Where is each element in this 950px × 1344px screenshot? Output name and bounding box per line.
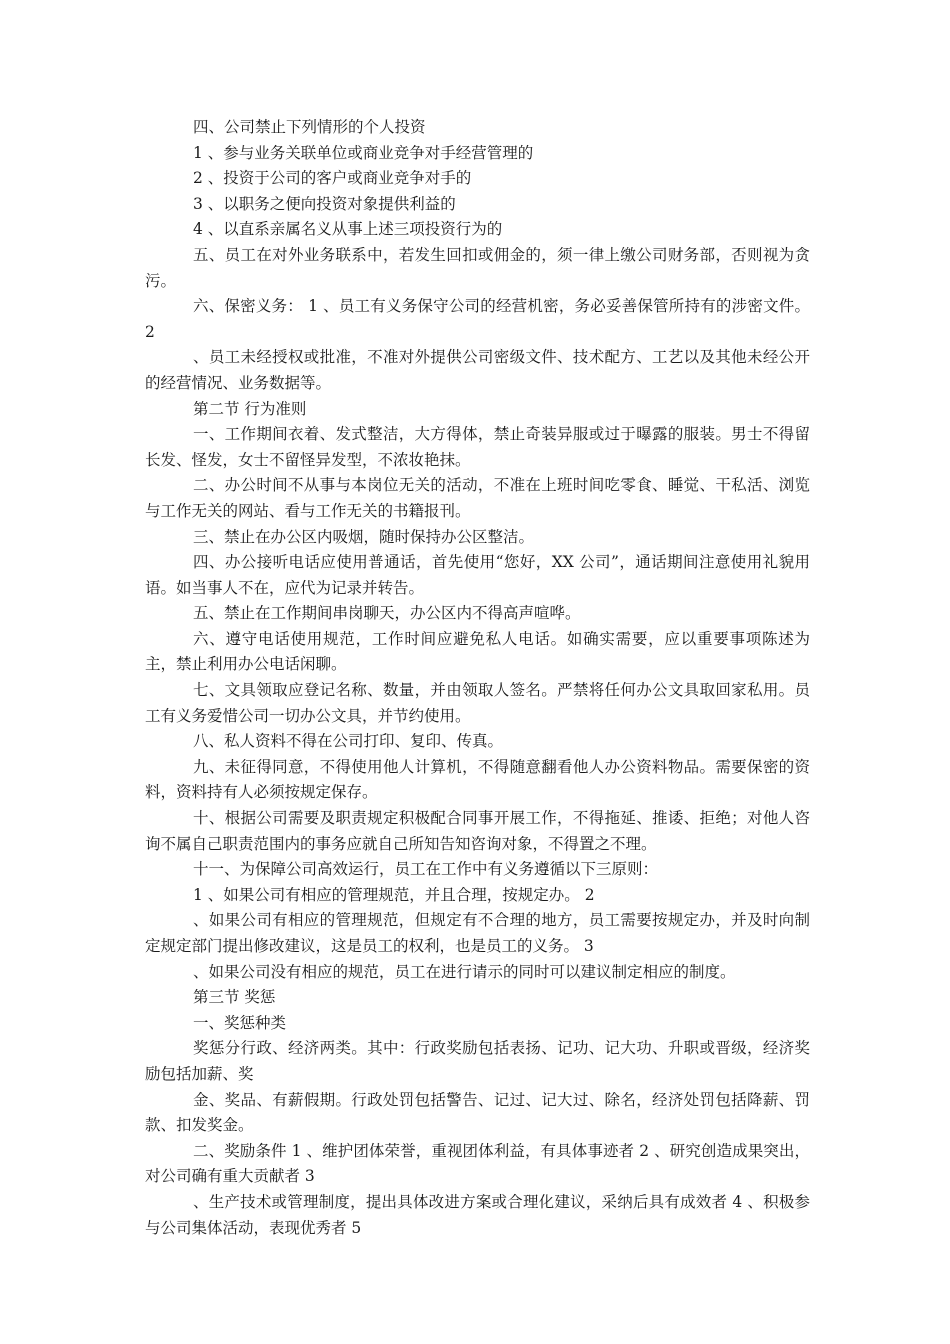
paragraph: 二、办公时间不从事与本岗位无关的活动，不准在上班时间吃零食、睡觉、干私活、浏览与工作无关的网站、看与工作无关的书籍报刊。 [145,476,810,520]
paragraph: 1 、参与业务关联单位或商业竞争对手经营管理的 [193,143,534,162]
document-body [145,115,810,1241]
paragraph: 、如果公司有相应的管理规范，但规定有不合理的地方，员工需要按规定办，并及时向制定规定部门提出修改建议，这是员工的权利，也是员工的义务。 3 [145,911,810,955]
paragraph: 六、遵守电话使用规范，工作时间应避免私人电话。如确实需要，应以重要事项陈述为主，禁止利用办公电话闲聊。 [145,629,810,674]
paragraph: 九、未征得同意，不得使用他人计算机，不得随意翻看他人办公资料物品。需要保密的资料，资料持有人必须按规定保存。 [145,757,810,802]
paragraph: 2 、投资于公司的客户或商业竞争对手的 [193,169,472,188]
paragraph: 、员工未经授权或批准，不准对外提供公司密级文件、技术配方、工艺以及其他未经公开的经营情况、业务数据等。 [145,348,810,392]
paragraph: 十一、为保障公司高效运行，员工在工作中有义务遵循以下三原则： [193,860,659,879]
paragraph: 四、公司禁止下列情形的个人投资 [193,118,426,136]
section-heading: 第二节 行为准则 [193,399,307,418]
paragraph: 4 、以直系亲属名义从事上述三项投资行为的 [193,220,503,239]
paragraph: 六、保密义务： 1 、员工有义务保守公司的经营机密，务必妥善保管所持有的涉密文件。 2 [145,297,810,341]
paragraph: 五、禁止在工作期间串岗聊天，办公区内不得高声喧哗。 [193,604,581,623]
paragraph: 、生产技术或管理制度，提出具体改进方案或合理化建议，采纳后具有成效者 4 、积极参与公司集体活动，表现优秀者 5 [145,1192,810,1237]
section-heading: 第三节 奖惩 [193,988,276,1007]
paragraph: 八、私人资料不得在公司打印、复印、传真。 [193,732,504,751]
paragraph: 一、奖惩种类 [193,1013,287,1032]
paragraph: 七、文具领取应登记名称、数量，并由领取人签名。严禁将任何办公文具取回家私用。员工有义务爱惜公司一切办公文具，并节约使用。 [145,681,810,725]
paragraph: 三、禁止在办公区内吸烟，随时保持办公区整洁。 [193,527,535,546]
paragraph: 、如果公司没有相应的规范，员工在进行请示的同时可以建议制定相应的制度。 [193,962,736,981]
paragraph: 四、办公接听电话应使用普通话，首先使用“您好，XX 公司”，通话期间注意使用礼貌用语。如当事人不在，应代为记录并转告。 [145,553,810,597]
paragraph: 一、工作期间衣着、发式整洁，大方得体，禁止奇装异服或过于曝露的服装。男士不得留长发、怪发，女士不留怪异发型，不浓妆艳抹。 [145,425,810,469]
paragraph: 1 、如果公司有相应的管理规范，并且合理，按规定办。 2 [193,885,595,904]
paragraph: 金、奖品、有薪假期。行政处罚包括警告、记过、记大过、除名，经济处罚包括降薪、罚款、扣发奖金。 [145,1090,810,1135]
paragraph: 3 、以职务之便向投资对象提供利益的 [193,194,456,213]
paragraph: 十、根据公司需要及职责规定积极配合同事开展工作，不得拖延、推诿、拒绝；对他人咨询不属自己职责范围内的事务应就自己所知告知咨询对象，不得置之不理。 [145,809,810,853]
paragraph: 奖惩分行政、经济两类。其中：行政奖励包括表扬、记功、记大功、升职或晋级，经济奖励包括加薪、奖 [145,1039,810,1083]
paragraph: 五、员工在对外业务联系中，若发生回扣或佣金的，须一律上缴公司财务部，否则视为贪污。 [145,245,810,290]
paragraph: 二、奖励条件 1 、维护团体荣誉，重视团体利益，有具体事迹者 2 、研究创造成果突出，对公司确有重大贡献者 3 [145,1141,810,1186]
